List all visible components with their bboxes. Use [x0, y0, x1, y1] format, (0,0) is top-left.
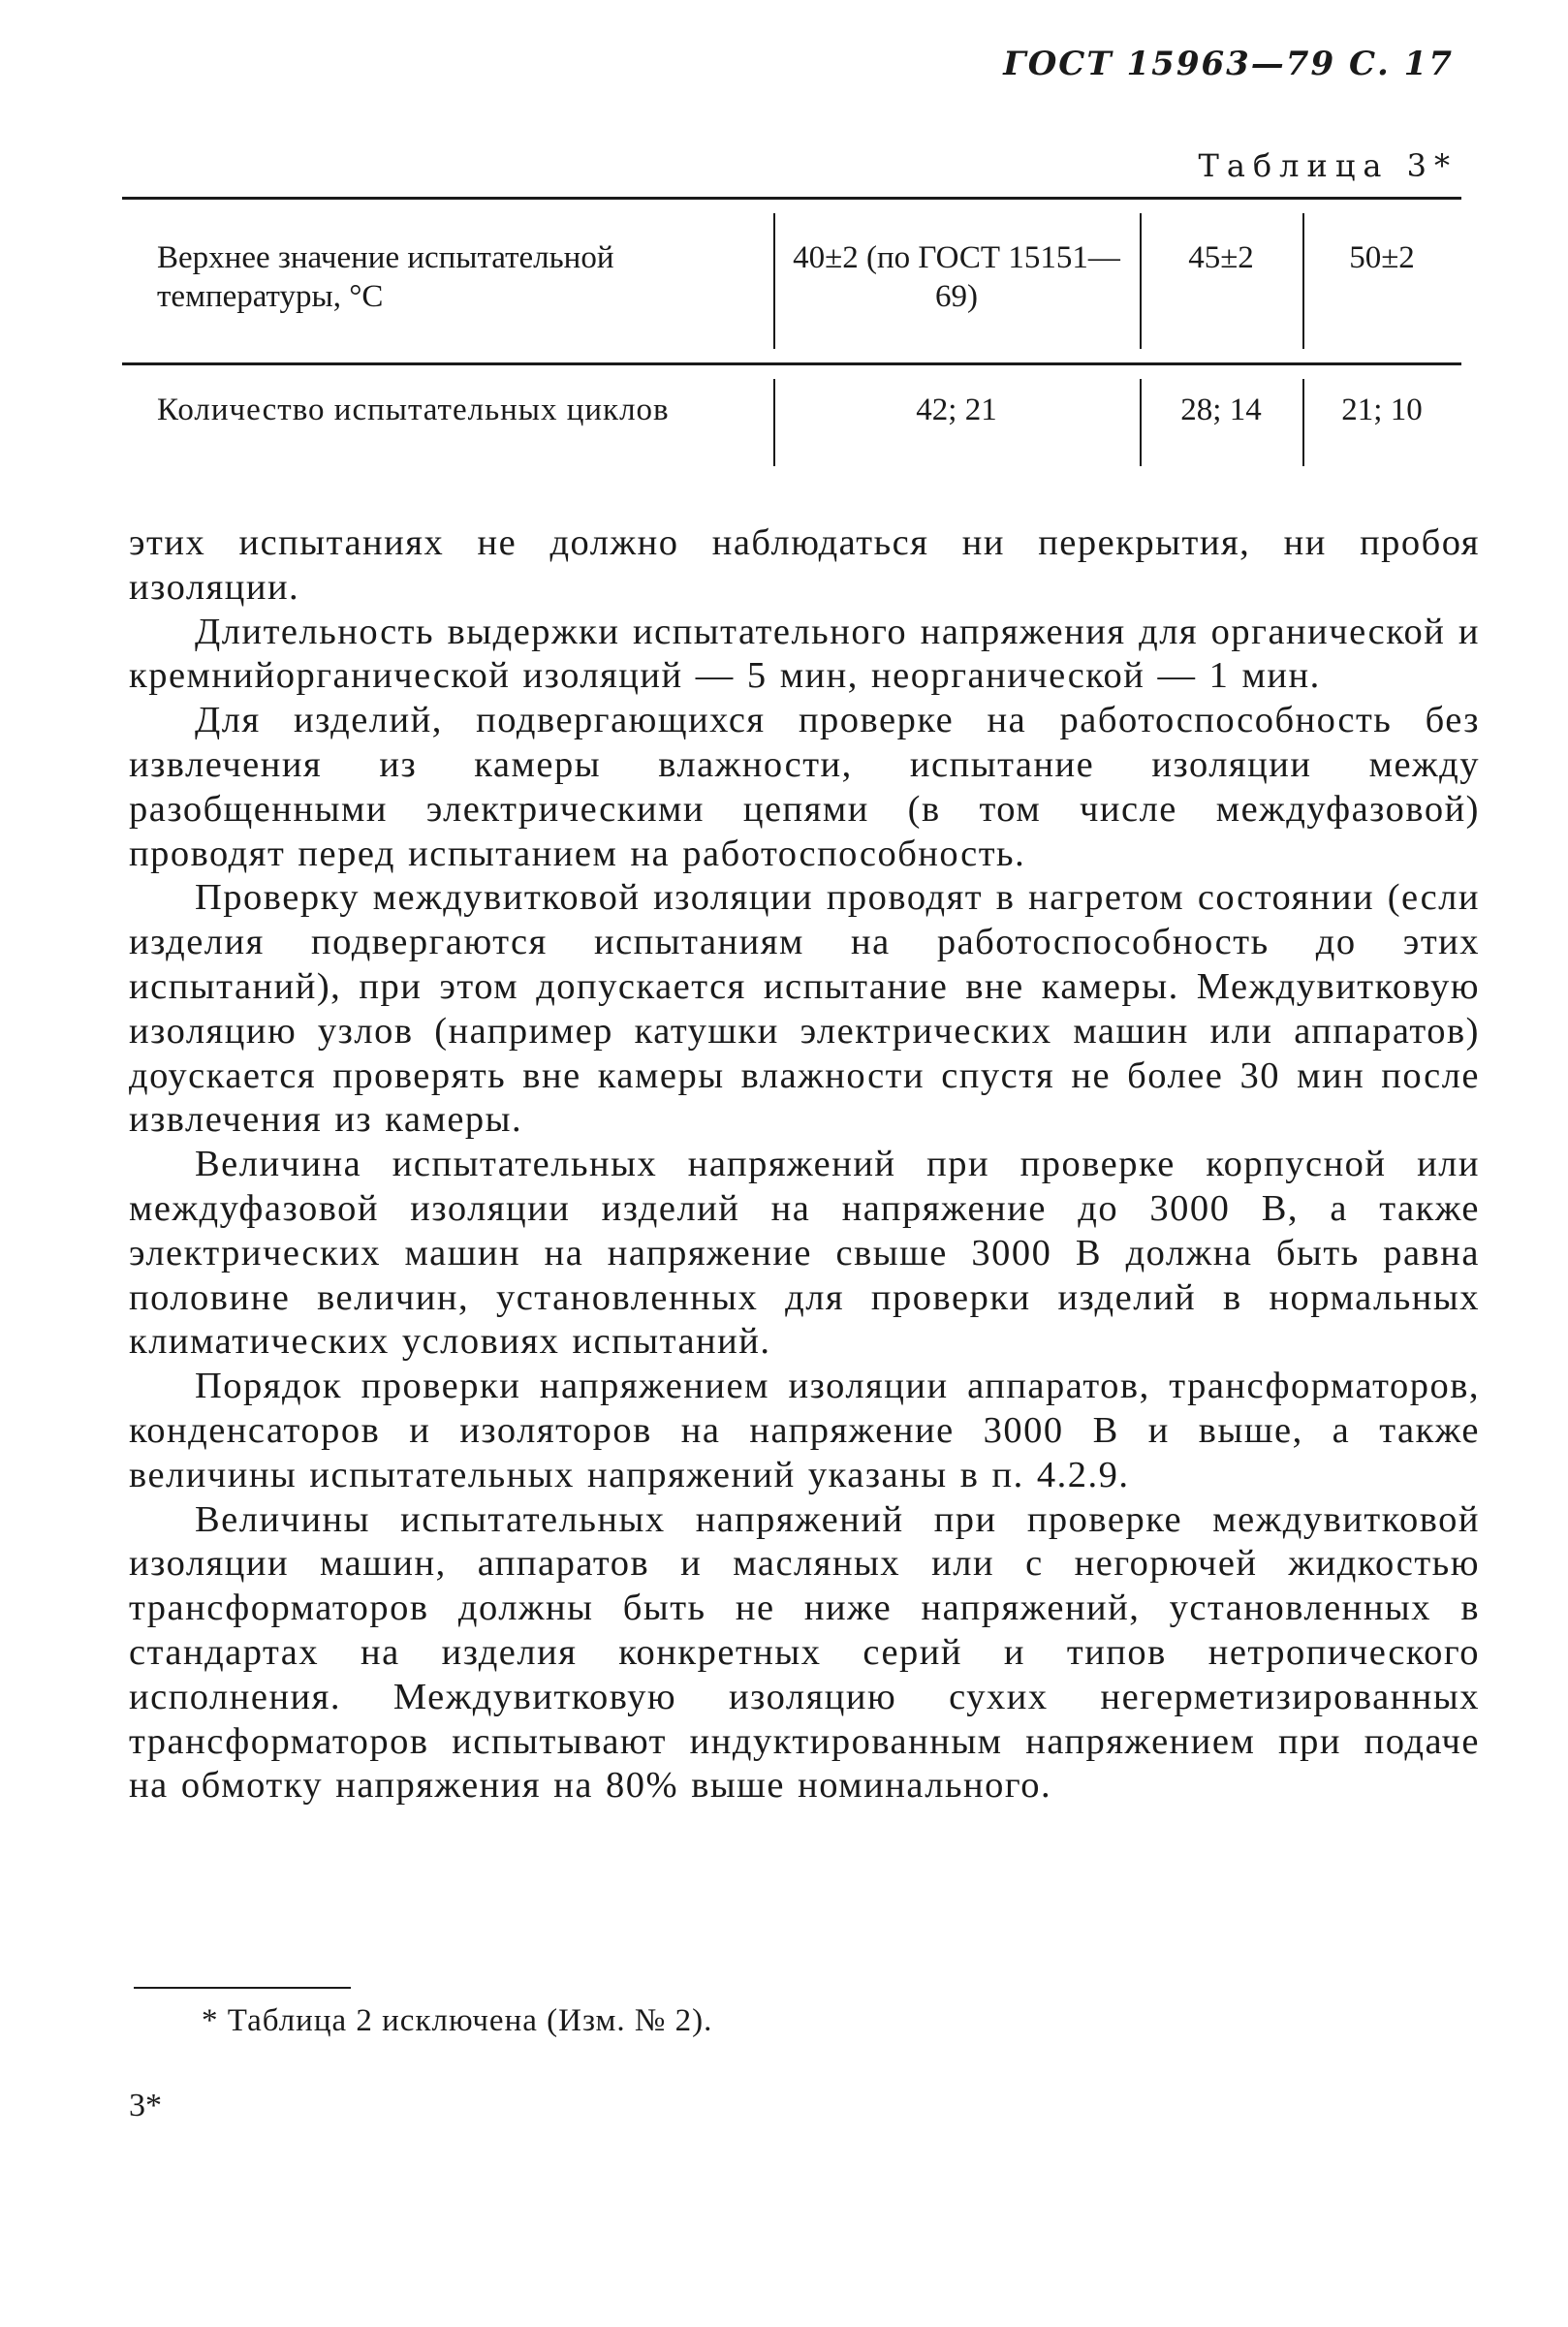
column-separator: [1140, 213, 1142, 349]
paragraph: Длительность выдержки испытательного напряжения для органической и кремнийорганической изоляций — 5 мин, неорганической — 1 мин.: [129, 611, 1480, 697]
row-label: Количество испытательных циклов: [157, 393, 670, 427]
table-caption: Таблица 3*: [1198, 147, 1458, 184]
column-separator: [773, 213, 775, 349]
paragraph: Для изделий, подвергающихся проверке на работоспособность без извлечения из камеры влажности, испытание изоляции между разобщенными электрическими цепями (в том числе междуфазовой) проводят перед испытанием на работоспособность.: [129, 700, 1480, 874]
paragraph: Проверку междувитковой изоляции проводят в нагретом состоянии (если изделия подвергаются испытаниям на работоспособность до этих испытаний), при этом допускается испытание вне камеры. Междувитковую изоляцию узлов (например катушки электрических машин или аппаратов) доускается проверять вне камеры влажности спустя не более 30 мин после извлечения из камеры.: [129, 877, 1480, 1141]
table-cell: [1302, 365, 1461, 480]
running-head: ГОСТ 15963—79 С. 17: [1003, 45, 1454, 83]
row-label: Верхнее значение испытательной температуры, °С: [157, 240, 614, 315]
spec-table: [122, 197, 1461, 480]
cell-value: 40±2 (по ГОСТ 15151—69): [793, 240, 1120, 315]
cell-value: 45±2: [1188, 240, 1254, 275]
paragraph: Величина испытательных напряжений при проверке корпусной или междуфазовой изоляции изделий на напряжение до 3000 В, а также электрических машин на напряжение свыше 3000 В должна быть равна половине величин, установленных для проверки изделий в нормальных климатических условиях испытаний.: [129, 1144, 1480, 1363]
column-separator: [773, 379, 775, 466]
table-cell: [773, 365, 1140, 480]
column-separator: [1140, 379, 1142, 466]
table-cell: [1140, 365, 1302, 480]
paragraph: этих испытаниях не должно наблюдаться ни перекрытия, ни пробоя изоляции.: [129, 522, 1480, 608]
body-text: [129, 521, 1480, 1808]
cell-value: 50±2: [1349, 240, 1415, 275]
table-row: [122, 365, 1461, 480]
table-row: [122, 200, 1461, 362]
table-cell: [1302, 200, 1461, 362]
cell-value: 21; 10: [1341, 393, 1423, 427]
table-cell: [773, 200, 1140, 362]
cell-value: 42; 21: [916, 393, 997, 427]
column-separator: [1302, 379, 1304, 466]
column-separator: [1302, 213, 1304, 349]
paragraph: Величины испытательных напряжений при проверке междувитковой изоляции машин, аппаратов и масляных или с негорючей жидкостью трансформаторов должны быть не ниже напряжений, установленных в стандартах на изделия конкретных серий и типов нетропического исполнения. Междувитковую изоляцию сухих негерметизированных трансформаторов испытывают индуктированным напряжением при подаче на обмотку напряжения на 80% выше номинального.: [129, 1498, 1480, 1807]
cell-value: 28; 14: [1180, 393, 1262, 427]
footnote: * Таблица 2 исключена (Изм. № 2).: [202, 2003, 713, 2038]
signature-mark: 3*: [129, 2088, 162, 2123]
table-cell: [1140, 200, 1302, 362]
paragraph: Порядок проверки напряжением изоляции аппаратов, трансформаторов, конденсаторов и изоляторов на напряжение 3000 В и выше, а также величины испытательных напряжений указаны в п. 4.2.9.: [129, 1366, 1480, 1495]
footnote-rule: [134, 1987, 351, 1989]
